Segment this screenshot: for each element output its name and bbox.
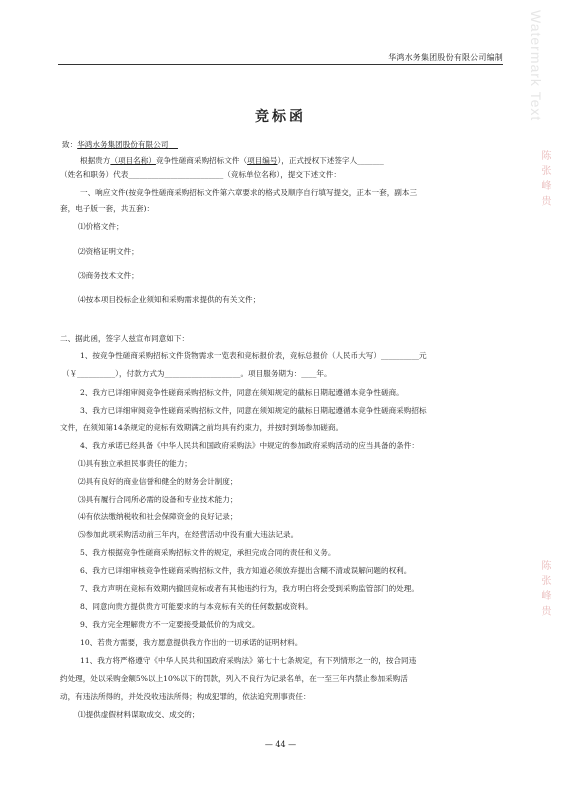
section2-heading: 二、据此函，签字人兹宣布同意如下： — [60, 334, 190, 343]
section1-item: ⑵资格证明文件； — [78, 247, 139, 256]
clause-5: 5、我方根据竞争性磋商采购招标文件的规定，承担完成合同的责任和义务。 — [80, 548, 336, 557]
clause-4-item: ⑷有依法缴纳税收和社会保障资金的良好记录； — [78, 512, 238, 521]
clause-4-item: ⑶具有履行合同所必需的设备和专业技术能力； — [78, 495, 238, 504]
clause-4-item: ⑸参加此项采购活动前三年内，在经营活动中没有重大违法记录。 — [78, 530, 299, 539]
margin-stamp: 陈 张 峰 贵 — [539, 560, 550, 617]
clause-4: 4、我方承诺已经具备《中华人民共和国政府采购法》中规定的参加政府采购活动的应当具备的条件： — [80, 441, 419, 450]
page-number: — 44 — — [264, 740, 297, 749]
recipient-label: 致： — [62, 140, 78, 149]
recipient-line — [62, 140, 505, 150]
clause-4-item: ⑴具有独立承担民事责任的能力； — [78, 459, 192, 468]
clause-6: 6、我方已详细审核竞争性磋商采购招标文件，我方知道必须放弃提出含糊不清或误解问题的权利。 — [80, 566, 412, 575]
clause-4-item: ⑵具有良好的商业信誉和健全的财务会计制度； — [78, 477, 238, 486]
section1-item: ⑷按本项目投标企业须知和采购需求提供的有关文件； — [78, 295, 261, 304]
section1-line-2: 套，电子版一套，共五套)： — [60, 204, 155, 213]
clause-8: 8、同意向贵方提供贵方可能要求的与本竞标有关的任何数据或资料。 — [80, 602, 313, 611]
clause-1-line-1: 1、按竞争性磋商采购招标文件货物需求一览表和竞标报价表，竞标总报价（人民币大写）__________元 — [80, 351, 427, 360]
page-title: 竞标函 — [255, 109, 306, 125]
clause-3-line-1: 3、我方已详细审阅竞争性磋商采购招标文件，同意在须知规定的截标日期起遵循本竞争性磋商采购招标 — [80, 406, 427, 415]
clause-2: 2、我方已详细审阅竞争性磋商采购招标文件，同意在须知规定的截标日期起遵循本竞争性磋商。 — [80, 388, 404, 397]
intro-line-2: （姓名和职务）代表_________________________（竞标单位名称），提交下述文件： — [60, 170, 341, 179]
header-company: 华鸿水务集团股份有限公司编制 — [388, 53, 503, 62]
clause-3-line-2: 文件，在须知第14条规定的竞标有效期满之前均具有约束力，并按时到场参加磋商。 — [60, 423, 344, 432]
clause-11-line-1: 11、我方将严格遵守《中华人民共和国政府采购法》第七十七条规定，有下列情形之一的，按合同违 — [80, 656, 417, 665]
watermark-text: Watermark Text — [528, 10, 544, 122]
recipient-value: 华鸿水务集团股份有限公司 — [77, 140, 169, 149]
section1-item: ⑶商务技术文件； — [78, 271, 139, 280]
clause-10: 10、若贵方需要，我方愿意提供我方作出的一切承诺的证明材料。 — [80, 638, 303, 647]
clause-7: 7、我方声明在竞标有效期内撤回竞标或者有其他违约行为，我方明白将会受到采购监管部门的处理。 — [80, 584, 419, 593]
intro-line-1: 根据贵方（项目名称）竞争性磋商采购招标文件（项目编号），正式授权下述签字人_______ — [80, 156, 384, 165]
clause-11-item: ⑴提供虚假材料谋取成交、成交的； — [78, 710, 200, 719]
project-number-field: 项目编号 — [247, 156, 278, 165]
clause-9: 9、我方完全理解贵方不一定要接受最低价的为成交。 — [80, 620, 260, 629]
clause-11-line-2: 约处理，处以采购金额5%以上10%以下的罚款，列入不良行为记录名单，在一至三年内禁止参加采购活 — [60, 674, 408, 683]
margin-stamp: 陈 张 峰 贵 — [539, 150, 550, 207]
header-rule — [58, 64, 503, 65]
clause-1-line-2: （￥__________），付款方式为____________________。项目服务期为：____年。 — [62, 369, 332, 378]
clause-11-line-3: 动，有违法所得的，并处没收违法所得；构成犯罪的，依法追究刑事责任： — [60, 692, 311, 701]
project-name-field: （项目名称） — [110, 156, 156, 165]
section1-line-1: 一、响应文件(按竞争性磋商采购招标文件第六章要求的格式及顺序自行填写提交，正本一套，副本三 — [80, 188, 418, 197]
section1-item: ⑴价格文件； — [78, 222, 124, 231]
